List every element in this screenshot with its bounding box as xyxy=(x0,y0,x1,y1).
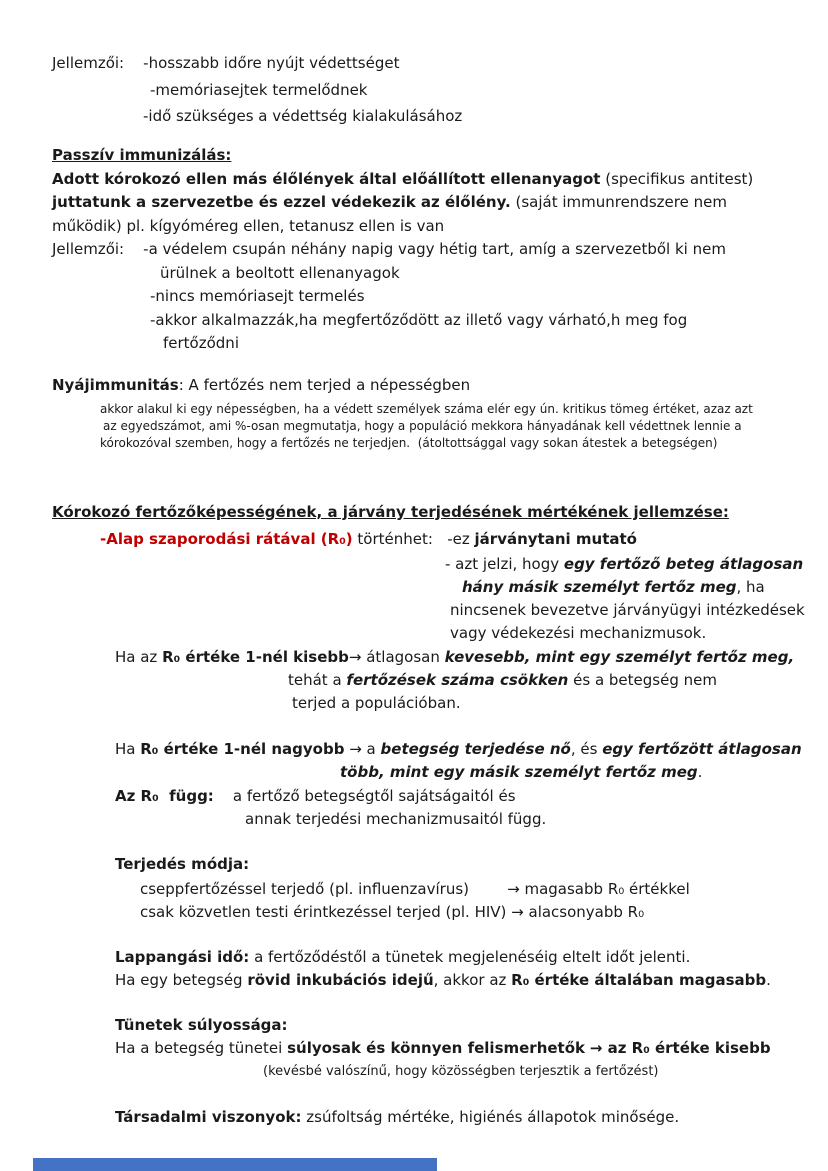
text-segment: egy fertőzött átlagosan xyxy=(602,740,802,758)
text-segment: R₀ értéke 1-nél nagyobb xyxy=(140,740,345,758)
text-line xyxy=(115,971,771,991)
text-segment: . xyxy=(766,971,771,989)
text-line xyxy=(288,671,717,691)
text-line xyxy=(450,624,706,644)
text-line xyxy=(462,578,765,598)
text-segment: -hosszabb időre nyújt védettséget xyxy=(143,54,400,72)
text-line xyxy=(52,217,444,237)
text-segment: fertőződni xyxy=(163,334,239,352)
text-segment: tehát a xyxy=(288,671,347,689)
text-segment: -idő szükséges a védettség kialakulásához xyxy=(143,107,463,125)
text-segment: Lappangási idő: xyxy=(115,948,250,966)
text-line xyxy=(150,311,687,331)
text-segment: vagy védekezési mechanizmusok. xyxy=(450,624,707,642)
text-segment: -a védelem csupán néhány napig vagy hétig tart, amíg a szervezetből ki nem xyxy=(143,240,726,258)
text-segment: Ha az xyxy=(115,648,163,666)
text-segment: nincsenek bevezetve járványügyi intézkedések xyxy=(450,601,805,619)
text-line xyxy=(52,240,726,260)
subheading-lappangasi-ido xyxy=(115,948,690,968)
text-line xyxy=(445,555,803,575)
text-segment: , akkor az xyxy=(433,971,512,989)
text-line xyxy=(103,419,742,435)
text-segment: → átlagosan xyxy=(348,648,445,666)
text-segment: kórokozóval szemben, hogy a fertőzés ne terjedjen. (átoltottsággal vagy sokan átestek a betegségen) xyxy=(100,436,718,450)
text-segment: Ha egy betegség xyxy=(115,971,248,989)
text-line xyxy=(450,601,805,621)
text-line xyxy=(160,264,400,284)
text-segment: Jellemzői: xyxy=(52,54,144,72)
text-line xyxy=(52,170,753,190)
text-segment: R₀ értéke 1-nél kisebb xyxy=(162,648,349,666)
text-line xyxy=(100,436,717,452)
text-segment: , és xyxy=(570,740,603,758)
subheading-tunetek-sulyossaga xyxy=(115,1016,288,1036)
text-line xyxy=(140,903,644,923)
text-segment: a fertőződéstől a tünetek megjelenéséig eltelt időt jelenti. xyxy=(249,948,691,966)
text-segment: és a betegség nem xyxy=(568,671,717,689)
text-segment: Tünetek súlyossága: xyxy=(115,1016,288,1034)
text-segment: cseppfertőzéssel terjedő (pl. influenzavírus) → magasabb R₀ értékkel xyxy=(140,880,690,898)
text-segment: egy fertőző beteg átlagosan xyxy=(563,555,804,573)
text-segment: -nincs memóriasejt termelés xyxy=(150,287,365,305)
text-segment: Ha xyxy=(115,740,141,758)
text-segment: több, mint egy másik személyt fertőz meg xyxy=(340,763,698,781)
text-line xyxy=(115,787,516,807)
heading-korokozo-fertozokepessege xyxy=(52,503,729,523)
text-segment: Jellemzői: xyxy=(52,240,144,258)
text-line xyxy=(100,402,753,418)
text-segment: Az R₀ függ: xyxy=(115,787,214,805)
text-segment: Ha a betegség tünetei xyxy=(115,1039,288,1057)
text-segment: -memóriasejtek termelődnek xyxy=(150,81,368,99)
text-segment: fertőzések száma csökken xyxy=(346,671,569,689)
red-alap-szaporodasi-rata-line xyxy=(100,530,637,550)
text-segment: zsúfoltság mértéke, higiénés állapotok minősége. xyxy=(301,1108,680,1126)
text-segment: , ha xyxy=(736,578,765,596)
text-line xyxy=(263,1064,659,1081)
text-segment: juttatunk a szervezetbe és ezzel védekezik az élőlény. xyxy=(52,193,511,211)
text-segment: az egyedszámot, ami %-osan megmutatja, hogy a populáció mekkora hányadának kell védettnek lennie a xyxy=(103,419,742,433)
text-segment: -Alap szaporodási rátával (R₀) xyxy=(100,530,353,548)
heading-nyajimmunitas xyxy=(52,376,470,396)
text-line xyxy=(150,81,368,101)
text-segment: → az R₀ értéke kisebb xyxy=(589,1039,771,1057)
text-segment: (specifikus antitest) xyxy=(600,170,754,188)
text-line xyxy=(292,694,461,714)
text-segment: Társadalmi viszonyok: xyxy=(115,1108,302,1126)
text-segment: akkor alakul ki egy népességben, ha a védett személyek száma elér egy ún. kritikus tömeg értéket, azaz azt xyxy=(100,402,753,416)
text-segment: történhet: -ez xyxy=(352,530,475,548)
blue-bar xyxy=(33,1158,437,1171)
text-segment: - azt jelzi, hogy xyxy=(445,555,564,573)
text-segment: járványtani mutató xyxy=(474,530,637,548)
text-segment: Passzív immunizálás: xyxy=(52,146,232,164)
text-line xyxy=(163,334,239,354)
subheading-tarsadalmi-viszonyok xyxy=(115,1108,679,1128)
text-segment: a fertőző betegségtől sajátságaitól és xyxy=(213,787,516,805)
text-segment: : A fertőzés nem terjed a népességben xyxy=(178,376,471,394)
text-line xyxy=(52,193,727,213)
text-line xyxy=(150,287,365,307)
text-segment: súlyosak és könnyen felismerhetők xyxy=(287,1039,585,1057)
text-line xyxy=(140,880,690,900)
text-line xyxy=(143,107,462,127)
text-segment: annak terjedési mechanizmusaitól függ. xyxy=(245,810,547,828)
text-line xyxy=(115,648,794,668)
text-line xyxy=(52,54,399,74)
text-segment: . xyxy=(697,763,703,781)
text-segment: rövid inkubációs idejű xyxy=(247,971,434,989)
text-segment: kevesebb, mint egy személyt fertőz meg, xyxy=(444,648,795,666)
text-segment: (saját immunrendszere nem xyxy=(510,193,727,211)
text-segment: Terjedés módja: xyxy=(115,855,250,873)
text-line xyxy=(245,810,546,830)
text-segment: Kórokozó fertőzőképességének, a járvány terjedésének mértékének jellemzése: xyxy=(52,503,729,521)
text-segment: → a xyxy=(344,740,381,758)
text-segment: betegség terjedése nő xyxy=(380,740,571,758)
text-segment: (kevésbé valószínű, hogy közösségben terjesztik a fertőzést) xyxy=(263,1064,659,1079)
text-segment: ürülnek a beoltott ellenanyagok xyxy=(160,264,400,282)
text-segment: terjed a populációban. xyxy=(292,694,461,712)
text-segment: -akkor alkalmazzák,ha megfertőződött az illető vagy várható,h meg fog xyxy=(150,311,688,329)
text-segment: Nyájimmunitás xyxy=(52,376,179,394)
text-segment: Adott kórokozó ellen más élőlények által előállított ellenanyagot xyxy=(52,170,601,188)
text-segment: hány másik személyt fertőz meg xyxy=(462,578,737,596)
text-line xyxy=(340,763,702,783)
text-segment: R₀ értéke általában magasabb xyxy=(511,971,767,989)
text-segment: működik) pl. kígyóméreg ellen, tetanusz ellen is van xyxy=(52,217,445,235)
text-line xyxy=(115,740,802,760)
text-segment: csak közvetlen testi érintkezéssel terjed (pl. HIV) → alacsonyabb R₀ xyxy=(140,903,645,921)
subheading-terjedes-modja xyxy=(115,855,249,875)
text-line xyxy=(115,1039,771,1059)
heading-passziv-immunizalas xyxy=(52,146,231,166)
